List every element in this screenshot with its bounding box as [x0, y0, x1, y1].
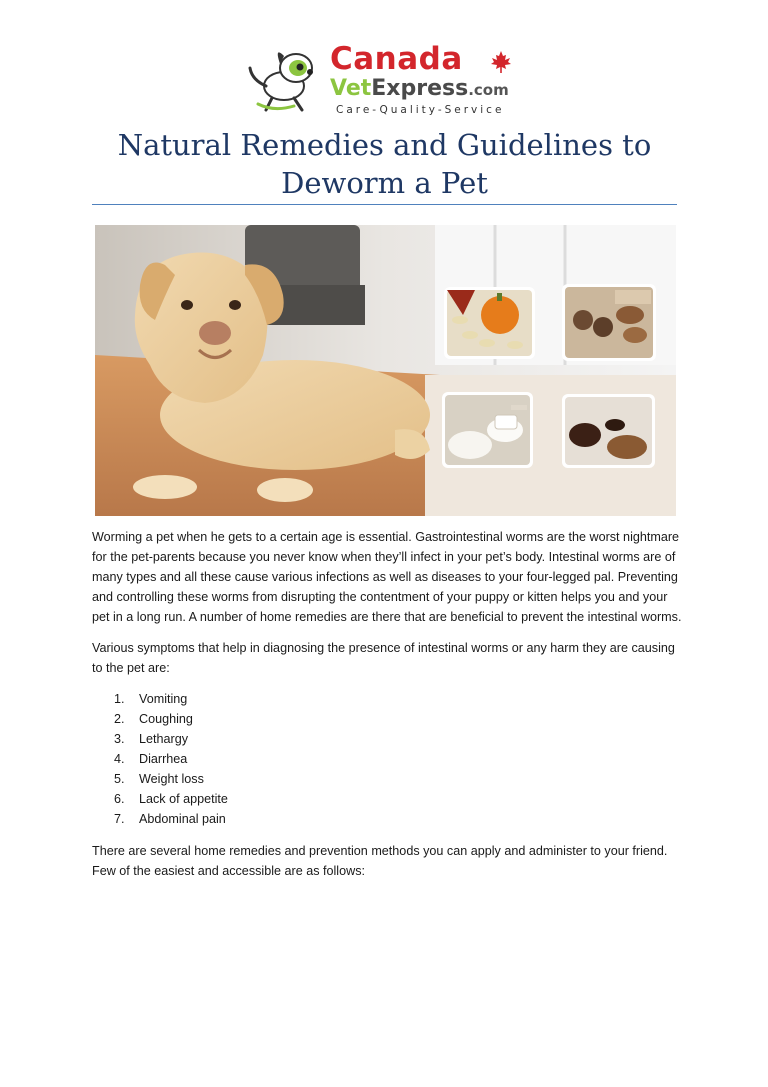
cloves-photo — [562, 394, 655, 468]
list-item — [114, 709, 682, 729]
list-number: 3. — [114, 732, 125, 746]
list-text: Coughing — [139, 712, 193, 726]
logo-vet-word: Vet — [330, 76, 372, 101]
title-divider — [92, 204, 677, 205]
logo-canada-text: Canada — [330, 41, 463, 77]
list-number: 4. — [114, 752, 125, 766]
list-text: Lethargy — [139, 732, 189, 746]
list-item — [114, 729, 682, 749]
list-text: Abdominal pain — [139, 812, 226, 826]
list-text: Vomiting — [139, 692, 188, 706]
site-logo — [244, 40, 534, 120]
list-item — [114, 789, 682, 809]
list-number: 7. — [114, 812, 125, 826]
walnuts-photo — [562, 284, 656, 361]
list-text: Weight loss — [139, 772, 204, 786]
logo-domain-suffix: .com — [468, 81, 509, 99]
document-title — [92, 126, 677, 202]
list-item — [114, 769, 682, 789]
white-powder-photo — [442, 392, 533, 468]
symptoms-intro-paragraph: Various symptoms that help in diagnosing the presence of intestinal worms or any harm they are causing to the pet are: — [92, 641, 675, 675]
logo-express-word: Express — [371, 76, 469, 101]
logo-tagline: Care-Quality-Service — [336, 104, 505, 116]
logo-vetexpress-text — [330, 76, 509, 103]
list-text: Lack of appetite — [139, 792, 228, 806]
pumpkin-seeds-photo — [444, 287, 535, 359]
document-title-line1: Natural Remedies and Guidelines to — [117, 128, 652, 162]
list-item — [114, 809, 682, 829]
article-body — [92, 527, 682, 881]
symptoms-list — [92, 689, 682, 829]
list-number: 6. — [114, 792, 125, 806]
remedies-intro-paragraph: There are several home remedies and prevention methods you can apply and administer to your friend. Few of the easiest and accessible are as follows: — [92, 844, 668, 878]
dog-mascot-icon — [244, 46, 328, 114]
list-number: 2. — [114, 712, 125, 726]
document-title-line2: Deworm a Pet — [281, 166, 488, 200]
list-text: Diarrhea — [139, 752, 188, 766]
list-number: 1. — [114, 692, 125, 706]
list-item — [114, 689, 682, 709]
hero-image — [95, 225, 676, 516]
list-item — [114, 749, 682, 769]
maple-leaf-icon — [489, 50, 513, 74]
list-number: 5. — [114, 772, 125, 786]
intro-paragraph: Worming a pet when he gets to a certain age is essential. Gastrointestinal worms are the worst nightmare for the pet-parents because you never know when they’ll infect in your pet’s body. Intestinal worms are of many types and all these cause various infections as well as diseases to your four-legged pal. Preventing and controlling these worms from disrupting the contentment of your puppy or kitten helps you and your pet in a long run. A number of home remedies are there that are beneficial to prevent the intestinal worms. — [92, 530, 682, 624]
